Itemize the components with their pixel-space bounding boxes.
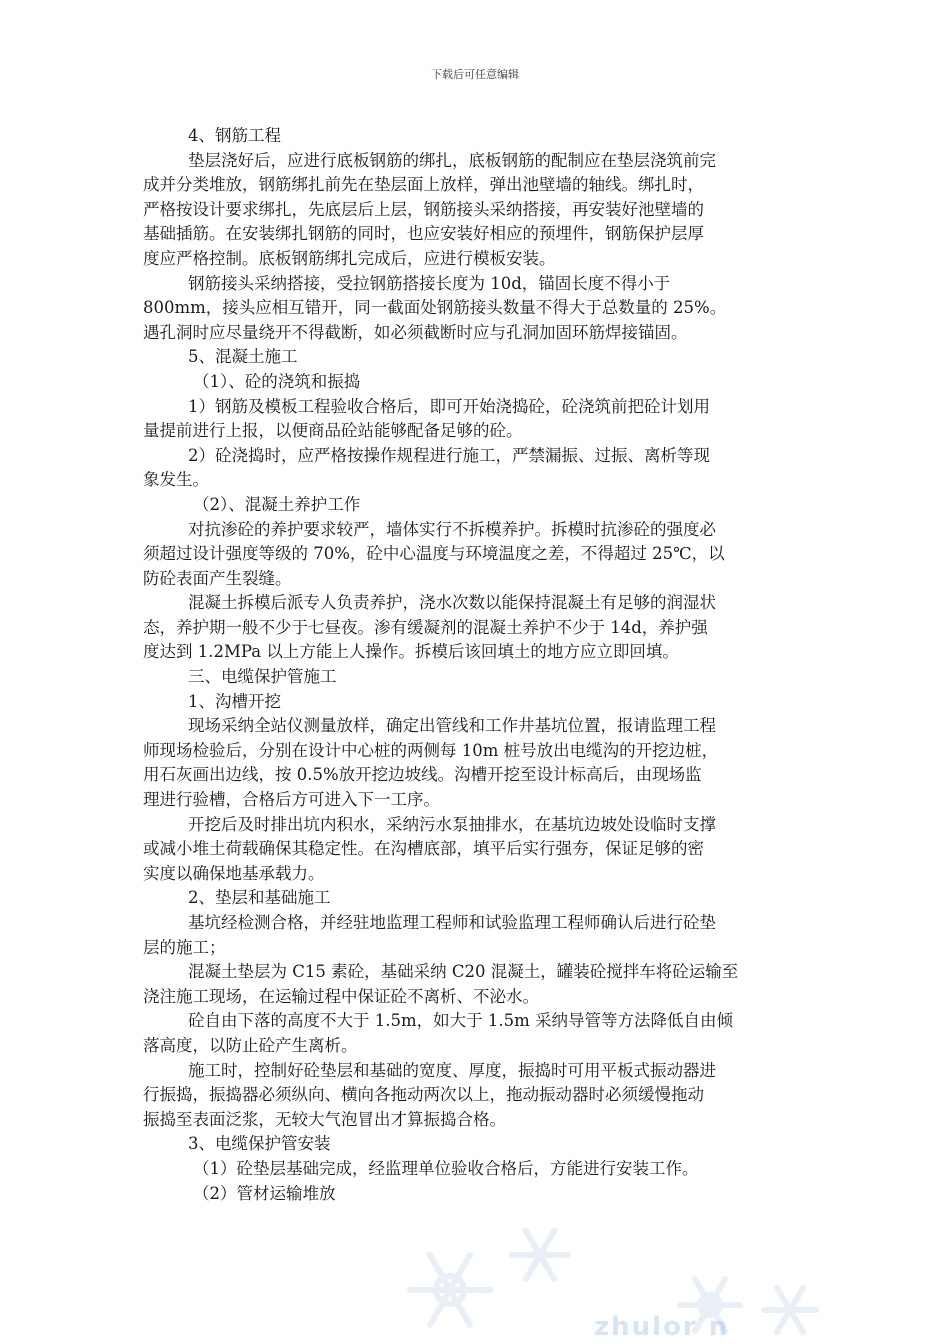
paragraph-line: 量提前进行上报，以便商品砼站能够配备足够的砼。 bbox=[143, 421, 523, 441]
paragraph-line: 开挖后及时排出坑内积水，采纳污水泵抽排水，在基坑边坡处设临时支撑 bbox=[188, 814, 716, 834]
paragraph-line: 态，养护期一般不少于七昼夜。渗有缓凝剂的混凝土养护不少于 14d，养护强 bbox=[143, 617, 708, 637]
paragraph-line: 或减小堆土荷载确保其稳定性。在沟槽底部，填平后实行强夯，保证足够的密 bbox=[143, 839, 704, 859]
section-heading: 5、混凝土施工 bbox=[188, 347, 298, 367]
section-heading: 1、沟槽开挖 bbox=[188, 691, 281, 711]
paragraph-line: 理进行验槽，合格后方可进入下一工序。 bbox=[143, 790, 440, 810]
paragraph-line: 浇注施工现场，在运输过程中保证砼不离析、不泌水。 bbox=[143, 986, 539, 1006]
paragraph-line: 钢筋接头采纳搭接，受拉钢筋搭接长度为 10d，锚固长度不得小于 bbox=[188, 273, 671, 293]
subsection-heading: （2）、混凝土养护工作 bbox=[193, 494, 361, 514]
paragraph-line: 成并分类堆放，钢筋绑扎前先在垫层面上放样，弹出池壁墙的轴线。绑扎时， bbox=[143, 175, 704, 195]
section-heading: 3、电缆保护管安装 bbox=[188, 1134, 331, 1154]
paragraph-line: 对抗渗砼的养护要求较严，墙体实行不拆模养护。拆模时抗渗砼的强度必 bbox=[188, 519, 716, 539]
paragraph-line: 施工时，控制好砼垫层和基础的宽度、厚度，振捣时可用平板式振动器进 bbox=[188, 1060, 716, 1080]
paragraph-line: 落高度，以防止砼产生离析。 bbox=[143, 1035, 358, 1055]
paragraph-line: 层的施工； bbox=[143, 937, 226, 957]
paragraph-line: 1）钢筋及模板工程验收合格后，即可开始浇捣砼，砼浇筑前把砼计划用 bbox=[188, 396, 710, 416]
paragraph-line: 师现场检验后，分别在设计中心桩的两侧每 10m 桩号放出电缆沟的开挖边桩， bbox=[143, 740, 719, 760]
subsection-heading: （1）、砼的浇筑和振捣 bbox=[193, 371, 361, 391]
paragraph-line: 基础插筋。在安装绑扎钢筋的同时，也应安装好相应的预埋件，钢筋保护层厚 bbox=[143, 224, 704, 244]
subsection-heading: （2）管材运输堆放 bbox=[193, 1183, 336, 1203]
paragraph-line: 振捣至表面泛浆，无较大气泡冒出才算振捣合格。 bbox=[143, 1109, 506, 1129]
paragraph-line: 垫层浇好后，应进行底板钢筋的绑扎，底板钢筋的配制应在垫层浇筑前完 bbox=[188, 150, 716, 170]
paragraph-line: 遇孔洞时应尽量绕开不得截断，如必须截断时应与孔洞加固环筋焊接锚固。 bbox=[143, 322, 688, 342]
paragraph-line: 砼自由下落的高度不大于 1.5m，如大于 1.5m 采纳导管等方法降低自由倾 bbox=[188, 1011, 734, 1031]
subsection-heading: （1）砼垫层基础完成，经监理单位验收合格后，方能进行安装工作。 bbox=[193, 1158, 699, 1178]
paragraph-line: 基坑经检测合格，并经驻地监理工程师和试验监理工程师确认后进行砼垫 bbox=[188, 913, 716, 932]
paragraph-line: 象发生。 bbox=[143, 470, 209, 490]
paragraph-line: 混凝土垫层为 C15 素砼，基础采纳 C20 混凝土，罐装砼搅拌车将砼运输至 bbox=[188, 962, 739, 982]
page-header-note: 下载后可任意编辑 bbox=[431, 68, 519, 81]
paragraph-line: 混凝土拆模后派专人负责养护，浇水次数以能保持混凝土有足够的润湿状 bbox=[188, 593, 716, 613]
section-heading: 三、电缆保护管施工 bbox=[188, 667, 337, 687]
paragraph-line: 用石灰画出边线，按 0.5%放开挖边坡线。沟槽开挖至设计标高后，由现场监 bbox=[143, 765, 702, 785]
paragraph-line: 800mm，接头应相互错开，同一截面处钢筋接头数量不得大于总数量的 25%。 bbox=[143, 298, 727, 318]
paragraph-line: 须超过设计强度等级的 70%，砼中心温度与环境温度之差，不得超过 25℃，以 bbox=[143, 544, 725, 564]
paragraph-line: 度应严格控制。底板钢筋绑扎完成后，应进行模板安装。 bbox=[143, 248, 556, 268]
section-heading: 4、钢筋工程 bbox=[188, 126, 281, 145]
paragraph-line: 防砼表面产生裂缝。 bbox=[143, 568, 292, 588]
paragraph-line: 现场采纳全站仪测量放样，确定出管线和工作井基坑位置，报请监理工程 bbox=[188, 716, 716, 736]
paragraph-line: 行振捣，振捣器必须纵向、横向各拖动两次以上，拖动振动器时必须缓慢拖动 bbox=[143, 1085, 704, 1105]
watermark-text: zhulor n bbox=[594, 1312, 730, 1342]
paragraph-line: 实度以确保地基承载力。 bbox=[143, 863, 325, 883]
paragraph-line: 严格按设计要求绑扎，先底层后上层，钢筋接头采纳搭接，再安装好池壁墙的 bbox=[143, 199, 704, 219]
paragraph-line: 2）砼浇捣时，应严格按操作规程进行施工，严禁漏振、过振、离析等现 bbox=[188, 445, 710, 465]
document-body bbox=[143, 124, 807, 1206]
paragraph-line: 度达到 1.2MPa 以上方能上人操作。拆模后该回填土的地方应立即回填。 bbox=[143, 642, 679, 662]
section-heading: 2、垫层和基础施工 bbox=[188, 888, 331, 908]
